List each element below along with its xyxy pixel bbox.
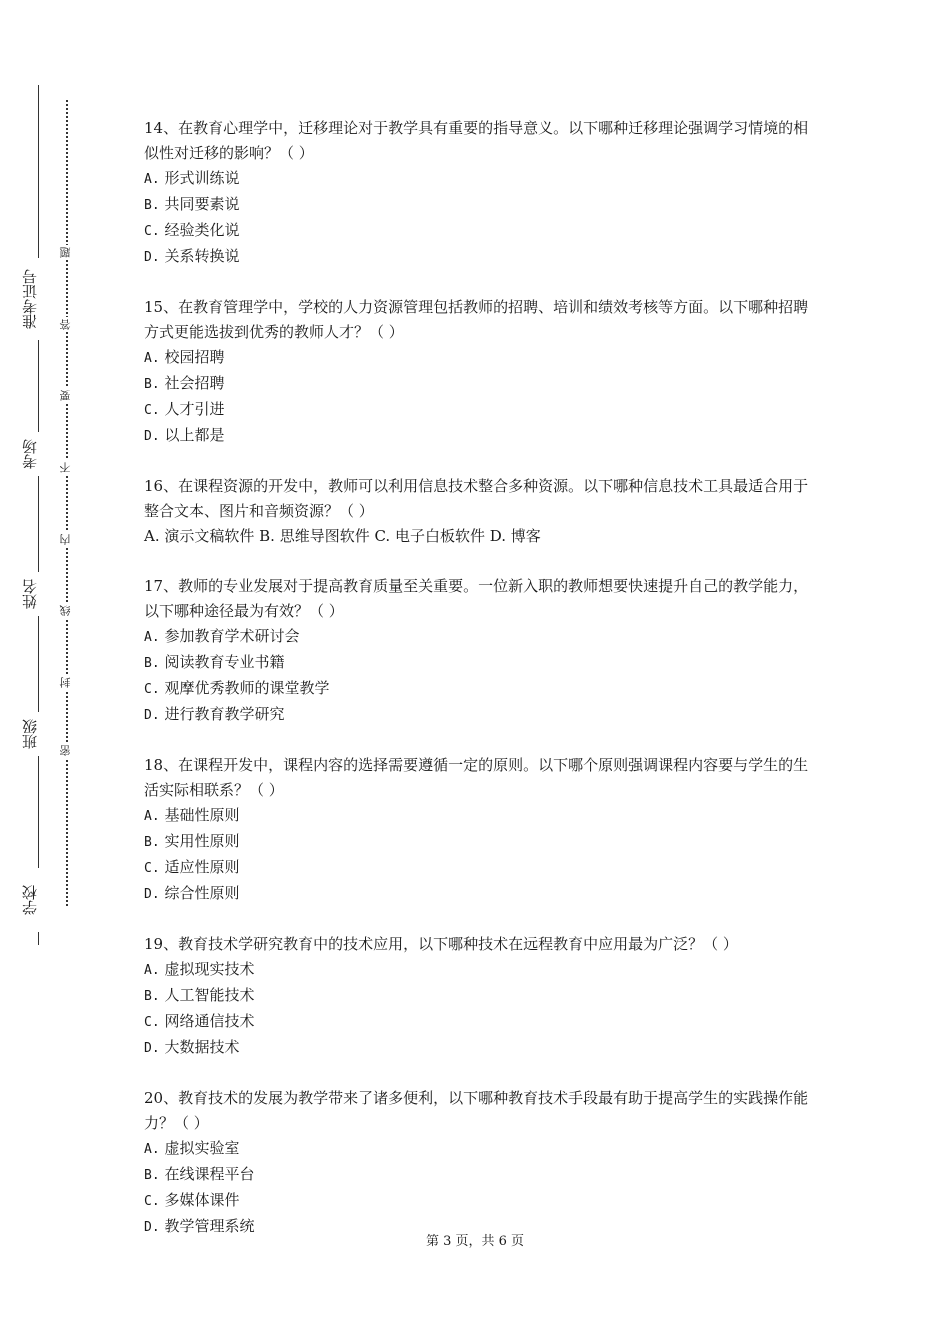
option-b: B. 阅读教育专业书籍 <box>144 653 285 671</box>
option-b: B. 人工智能技术 <box>144 986 255 1004</box>
question-15 <box>144 295 814 449</box>
question-stem: 17、教师的专业发展对于提高教育质量至关重要。一位新入职的教师想要快速提升自己的教学能力，以下哪种途径最为有效？（ ） <box>144 577 809 620</box>
seal-char: 线 <box>59 603 75 618</box>
option-c: C. 适应性原则 <box>144 858 240 876</box>
option-c: C. 观摩优秀教师的课堂教学 <box>144 679 330 697</box>
question-stem: 20、教育技术的发展为教学带来了诸多便利，以下哪种教育技术手段最有助于提高学生的实践操作能力？（ ） <box>144 1089 809 1132</box>
margin-label-exam-room: 考场 <box>22 432 52 476</box>
question-20 <box>144 1086 814 1240</box>
option-d: D. 大数据技术 <box>144 1038 240 1056</box>
margin-label-name: 姓名 <box>22 572 52 616</box>
option-a: A. 参加教育学术研讨会 <box>144 627 300 645</box>
question-16 <box>144 474 814 549</box>
question-stem: 14、在教育心理学中，迁移理论对于教学具有重要的指导意义。以下哪种迁移理论强调学习情境的相似性对迁移的影响？（ ） <box>144 119 809 162</box>
option-b: B. 在线课程平台 <box>144 1165 255 1183</box>
option-b: B. 社会招聘 <box>144 374 225 392</box>
option-d: D. 进行教育教学研究 <box>144 705 285 723</box>
question-14 <box>144 116 814 270</box>
option-d: D. 综合性原则 <box>144 884 240 902</box>
binding-line <box>38 85 39 945</box>
option-a: A. 校园招聘 <box>144 348 225 366</box>
option-c: C. 经验类化说 <box>144 221 240 239</box>
option-a: A. 虚拟实验室 <box>144 1139 240 1157</box>
option-d: D. 以上都是 <box>144 426 225 444</box>
question-stem: 16、在课程资源的开发中，教师可以利用信息技术整合多种资源。以下哪种信息技术工具最适合用于整合文本、图片和音频资源？（ ） <box>144 477 809 520</box>
seal-char: 要 <box>59 388 75 403</box>
question-18 <box>144 753 814 907</box>
margin-label-class: 班级 <box>22 712 52 756</box>
option-a: A. 虚拟现实技术 <box>144 960 255 978</box>
option-c: C. 网络通信技术 <box>144 1012 255 1030</box>
option-d: D. 教学管理系统 <box>144 1217 255 1235</box>
option-d: D. 关系转换说 <box>144 247 240 265</box>
seal-char: 题 <box>59 245 75 260</box>
question-stem: 15、在教育管理学中，学校的人力资源管理包括教师的招聘、培训和绩效考核等方面。以下哪种招聘方式更能选拔到优秀的教师人才？（ ） <box>144 298 809 341</box>
options-inline: A. 演示文稿软件 B. 思维导图软件 C. 电子白板软件 D. 博客 <box>144 527 541 545</box>
margin-label-school: 学校 <box>22 868 52 932</box>
seal-char: 不 <box>59 460 75 475</box>
option-b: B. 实用性原则 <box>144 832 240 850</box>
option-c: C. 人才引进 <box>144 400 225 418</box>
option-b: B. 共同要素说 <box>144 195 240 213</box>
question-stem: 18、在课程开发中，课程内容的选择需要遵循一定的原则。以下哪个原则强调课程内容要与学生的生活实际相联系？（ ） <box>144 756 809 799</box>
seal-char: 密 <box>59 743 75 758</box>
seal-char: 封 <box>59 675 75 690</box>
question-19 <box>144 932 814 1061</box>
seal-char: 内 <box>59 532 75 547</box>
question-17 <box>144 574 814 728</box>
seal-char: 答 <box>59 317 75 332</box>
option-a: A. 形式训练说 <box>144 169 240 187</box>
margin-label-admission-number: 准考证号 <box>22 258 52 340</box>
page-number: 第 3 页，共 6 页 <box>425 1234 525 1249</box>
seal-line <box>66 100 68 906</box>
question-list <box>144 116 814 1265</box>
option-a: A. 基础性原则 <box>144 806 240 824</box>
option-c: C. 多媒体课件 <box>144 1191 240 1209</box>
question-stem: 19、教育技术学研究教育中的技术应用，以下哪种技术在远程教育中应用最为广泛？（ ） <box>144 935 738 953</box>
